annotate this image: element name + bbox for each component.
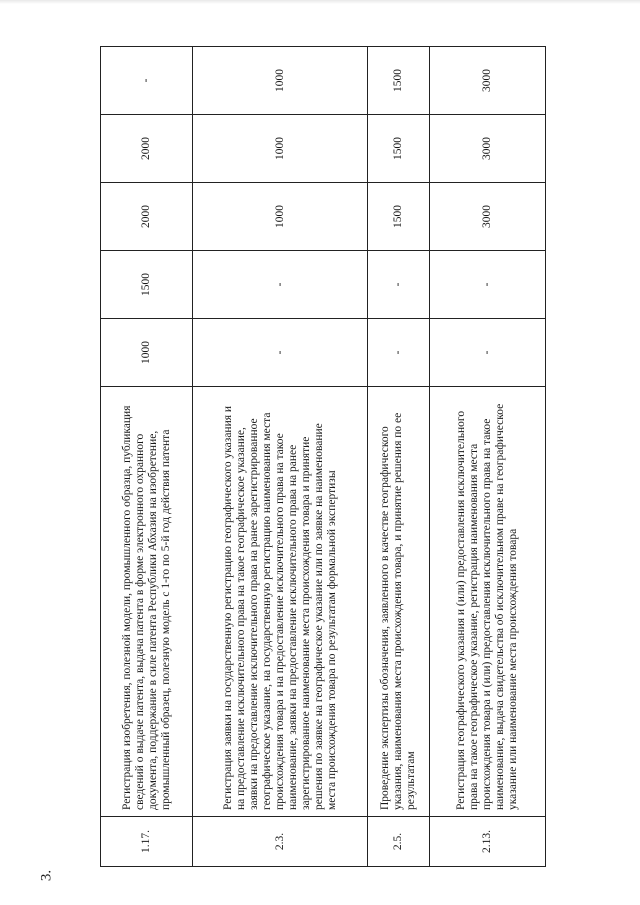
fee-cell: 1500 [368, 115, 430, 183]
row-description: Регистрация изобретения, полезной модели, промышленного образца, публикация сведений о выдаче патента, выдача патента в форме электронного охранного документа, поддержание в силе патента Республики Абхазия на изобретение, промышленный образец, полезную модель с 1-го по 5-й год действия патента [101, 387, 193, 817]
fee-cell: 1000 [101, 319, 193, 387]
fee-cell: - [368, 319, 430, 387]
page-number: 3. [38, 869, 55, 882]
fee-cell: - [193, 319, 368, 387]
fee-cell: 1000 [193, 115, 368, 183]
fee-cell: 1000 [193, 183, 368, 251]
fee-cell: 3000 [430, 183, 546, 251]
table-row [368, 47, 430, 867]
fee-cell: 3000 [430, 115, 546, 183]
row-number: 2.5. [368, 817, 430, 867]
row-description: Регистрация географического указания и (или) предоставления исключительного права на такое географическое указание, регистрация наименования места происхождения товара и (или) предоставления исключительного права на такое наименование, выдача свидетельства об исключительном праве на географическое указание или наименование места происхождения товара [430, 387, 546, 817]
fee-cell: 2000 [101, 183, 193, 251]
table-row [101, 47, 193, 867]
fee-table [100, 46, 546, 867]
fee-cell: 2000 [101, 115, 193, 183]
table-row [430, 47, 546, 867]
fee-cell: 1000 [193, 47, 368, 115]
rotated-page [100, 47, 545, 867]
scan-edge [0, 0, 640, 4]
fee-cell: 1500 [101, 251, 193, 319]
row-description: Проведение экспертизы обозначения, заявленного в качестве географического указания, наименования места происхождения товара, и принятие решения по ее результатам [368, 387, 430, 817]
row-number: 1.17. [101, 817, 193, 867]
row-number: 2.13. [430, 817, 546, 867]
fee-cell: 3000 [430, 47, 546, 115]
row-description: Регистрация заявки на государственную регистрацию географического указания и на предоставление исключительного права на такое географическое указание, заявки на предоставление исключительного права на ранее зарегистрированное географическое указание, на государственную регистрацию наименования места происхождения товара и на предоставление исключительного права на такое наименование, заявки на предоставление исключительного права на ранее зарегистрированное наименование места происхождения товара и принятие решения по заявке на географическое указание или по заявке на наименование места происхождения товара по результатам формальной экспертизы [193, 387, 368, 817]
fee-cell: - [193, 251, 368, 319]
fee-cell: - [430, 319, 546, 387]
row-number: 2.3. [193, 817, 368, 867]
fee-cell: 1500 [368, 47, 430, 115]
fee-cell: - [101, 47, 193, 115]
fee-cell: 1500 [368, 183, 430, 251]
fee-cell: - [368, 251, 430, 319]
fee-cell: - [430, 251, 546, 319]
table-row [193, 47, 368, 867]
